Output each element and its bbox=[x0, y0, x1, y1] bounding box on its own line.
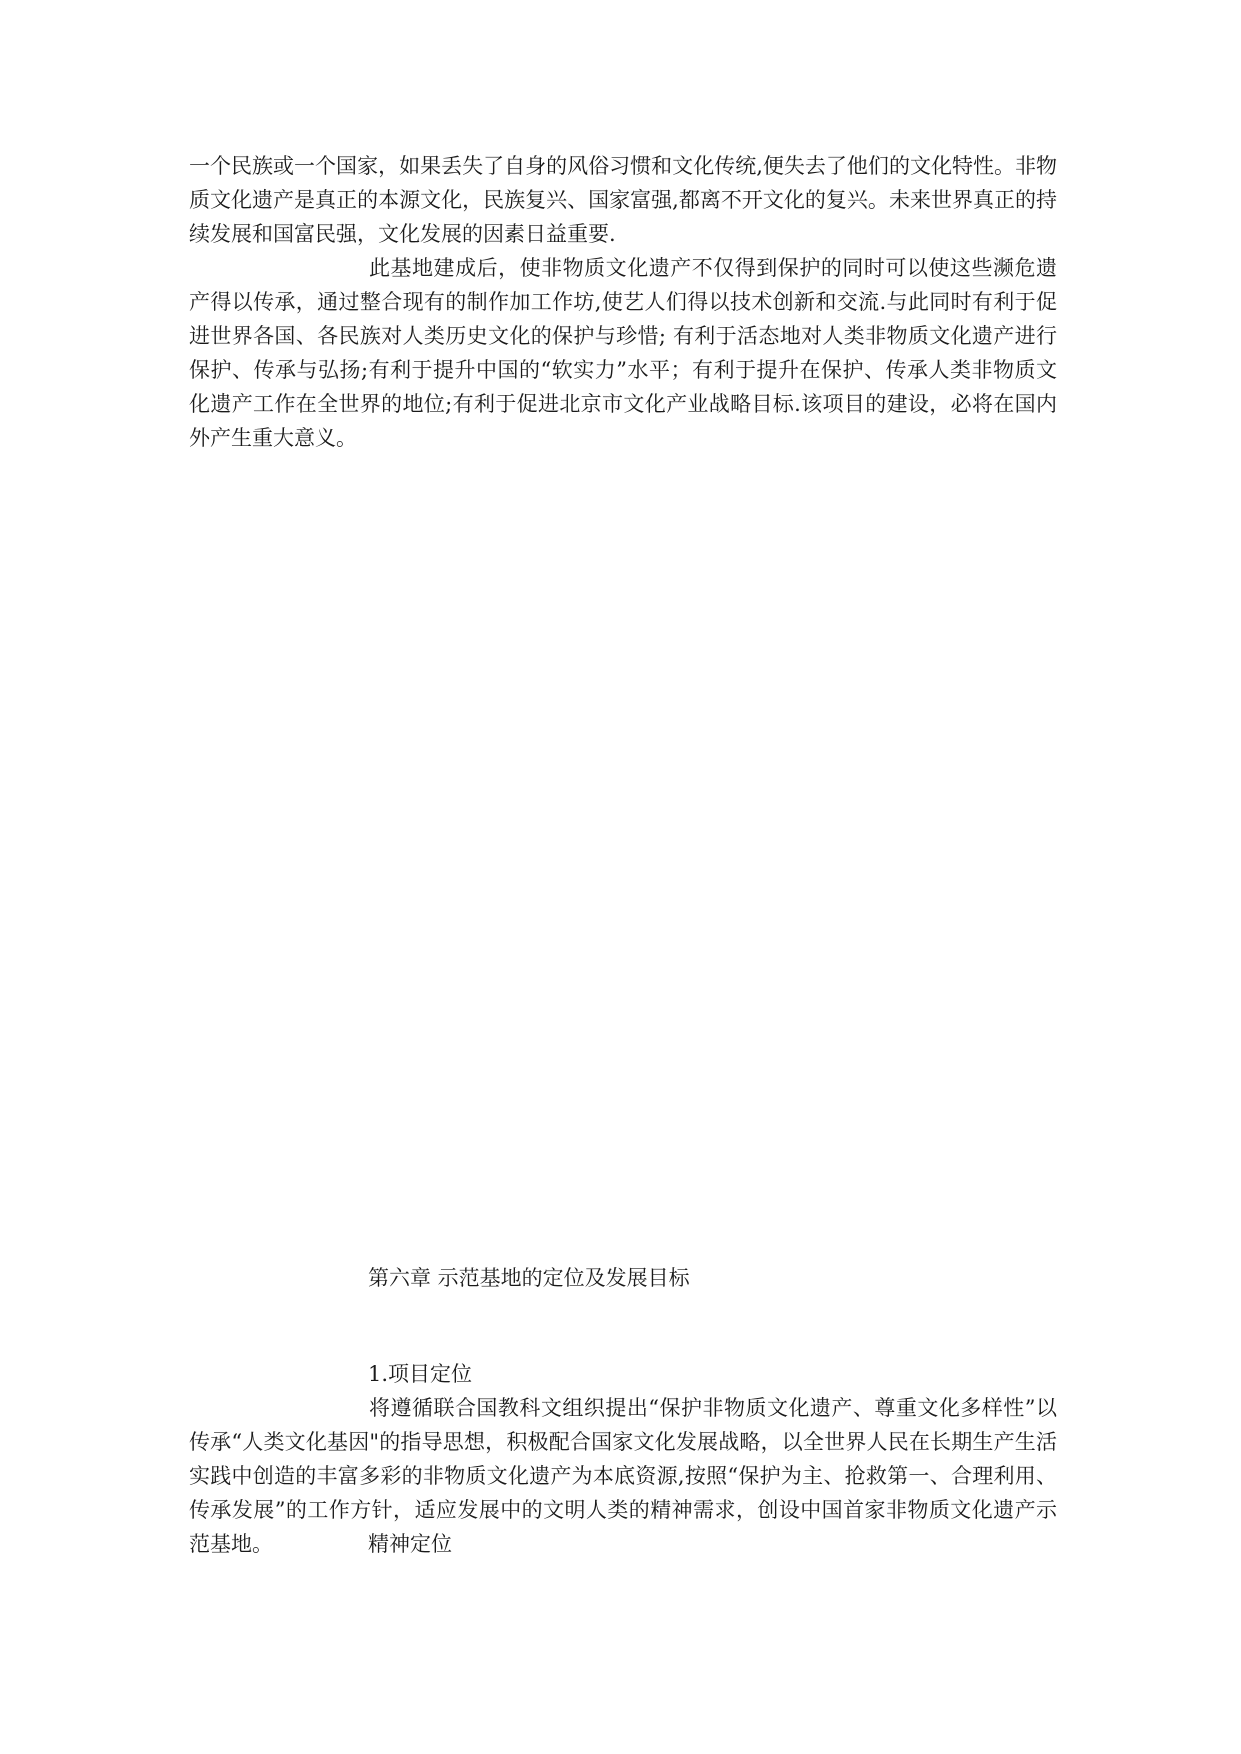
section-title: 1.项目定位 bbox=[368, 1362, 473, 1386]
body-paragraph: 此基地建成后，使非物质文化遗产不仅得到保护的同时可以使这些濒危遗产得以传承，通过整合现有的制作加工作坊,使艺人们得以技术创新和交流.与此同时有利于促进世界各国、各民族对人类历史文化的保护与珍惜; 有利于活态地对人类非物质文化遗产进行保护、传承与弘扬;有利于提升中国的“软实力”水平；有利于提升在保护、传承人类非物质文化遗产工作在全世界的地位;有利于促进北京市文化产业战略目标.该项目的建设，必将在国内外产生重大意义。 bbox=[189, 256, 1057, 450]
body-paragraph: 一个民族或一个国家，如果丢失了自身的风俗习惯和文化传统,便失去了他们的文化特性。非物质文化遗产是真正的本源文化，民族复兴、国家富强,都离不开文化的复兴。未来世界真正的持续发展和国富民强，文化发展的因素日益重要. bbox=[189, 154, 1057, 246]
chapter-title: 第六章 示范基地的定位及发展目标 bbox=[368, 1266, 690, 1290]
subsection-title: 精神定位 bbox=[368, 1532, 452, 1556]
body-paragraph: 将遵循联合国教科文组织提出“保护非物质文化遗产、尊重文化多样性”以传承“人类文化基因"的指导思想，积极配合国家文化发展战略，以全世界人民在长期生产生活实践中创造的丰富多彩的非物质文化遗产为本底资源,按照“保护为主、抢救第一、合理利用、传承发展”的工作方针，适应发展中的文明人类的精神需求，创设中国首家非物质文化遗产示范基地。 bbox=[189, 1396, 1057, 1556]
